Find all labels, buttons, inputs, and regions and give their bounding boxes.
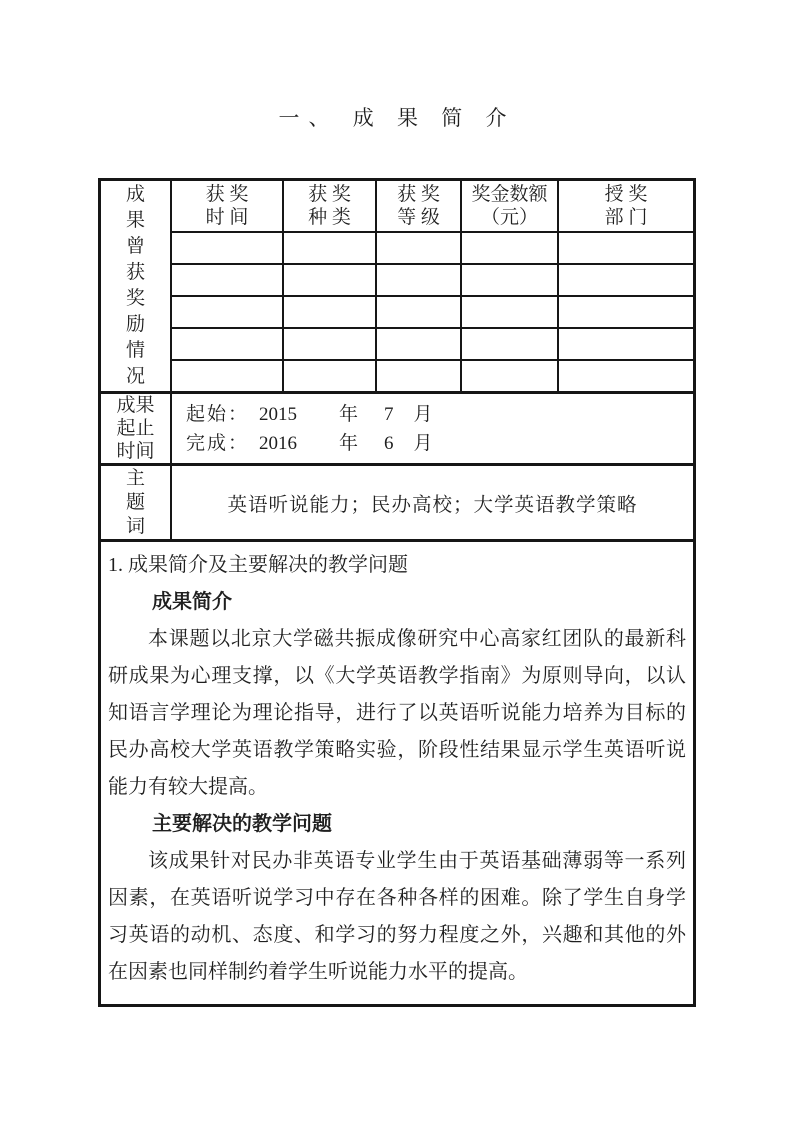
award-empty-cell [170, 231, 282, 263]
award-empty-cell [557, 327, 693, 359]
duration-start-month-unit: 月 [413, 403, 433, 425]
duration-start-line [186, 400, 693, 429]
duration-end-month: 6 [384, 432, 394, 454]
intro-section [101, 542, 693, 1004]
duration-end-prefix: 完成： [186, 432, 250, 454]
duration-start-month: 7 [384, 403, 394, 425]
award-empty-cell [375, 263, 460, 295]
awards-section [101, 181, 693, 394]
duration-end-year: 2016 [259, 432, 298, 454]
award-header-time: 获 奖 时 间 [170, 181, 282, 231]
intro-subheading-2: 主要解决的教学问题 [152, 813, 332, 835]
duration-start-year-unit: 年 [339, 403, 359, 425]
intro-paragraph-1: 本课题以北京大学磁共振成像研究中心高家红团队的最新科研成果为心理支撑，以《大学英语教学指南》为原则导向，以认知语言学理论为理论指导，进行了以英语听说能力培养为目标的民办高校大学英语教学策略实验，阶段性结果显示学生英语听说能力有较大提高。 [108, 628, 686, 798]
award-empty-cell [460, 359, 557, 391]
award-empty-cell [375, 359, 460, 391]
achievement-form-table [98, 178, 696, 1007]
award-empty-cell [282, 231, 375, 263]
keywords-label: 主题词 [101, 466, 172, 539]
award-empty-cell [557, 263, 693, 295]
award-empty-cell [170, 327, 282, 359]
intro-item-title: 1. 成果简介及主要解决的教学问题 [108, 554, 408, 576]
award-empty-cell [460, 327, 557, 359]
award-empty-cell [557, 359, 693, 391]
award-empty-cell [282, 295, 375, 327]
duration-end-month-unit: 月 [413, 432, 433, 454]
keywords-value: 英语听说能力；民办高校；大学英语教学策略 [227, 494, 638, 516]
award-empty-cell [282, 263, 375, 295]
award-empty-cell [170, 295, 282, 327]
award-empty-cell [460, 231, 557, 263]
duration-label: 成果起止时间 [101, 394, 172, 463]
duration-content [172, 394, 693, 463]
award-header-level: 获 奖 等 级 [375, 181, 460, 231]
duration-start-year: 2015 [259, 403, 298, 425]
award-empty-cell [170, 359, 282, 391]
award-empty-cell [557, 295, 693, 327]
intro-paragraph-2: 该成果针对民办非英语专业学生由于英语基础薄弱等一系列因素，在英语听说学习中存在各种各样的困难。除了学生自身学习英语的动机、态度、和学习的努力程度之外，兴趣和其他的外在因素也同样制约着学生听说能力水平的提高。 [108, 850, 686, 983]
award-empty-cell [282, 359, 375, 391]
award-empty-cell [375, 295, 460, 327]
award-empty-cell [375, 327, 460, 359]
awards-row-label-text: 成果曾获奖励情况 [125, 184, 145, 387]
award-empty-cell [170, 263, 282, 295]
awards-row-label [101, 181, 170, 391]
award-empty-cell [557, 231, 693, 263]
award-empty-cell [460, 295, 557, 327]
award-empty-cell [282, 327, 375, 359]
duration-start-prefix: 起始： [186, 403, 250, 425]
duration-end-line [186, 429, 693, 458]
award-empty-cell [460, 263, 557, 295]
award-header-type: 获 奖 种 类 [282, 181, 375, 231]
award-empty-cell [375, 231, 460, 263]
award-header-department: 授 奖 部 门 [557, 181, 693, 231]
duration-row [101, 394, 693, 466]
keywords-row [101, 466, 693, 542]
award-header-amount: 奖金数额 （元） [460, 181, 557, 231]
intro-subheading-1: 成果简介 [152, 591, 232, 613]
duration-end-year-unit: 年 [339, 432, 359, 454]
page-title: 一、 成 果 简 介 [278, 106, 516, 130]
